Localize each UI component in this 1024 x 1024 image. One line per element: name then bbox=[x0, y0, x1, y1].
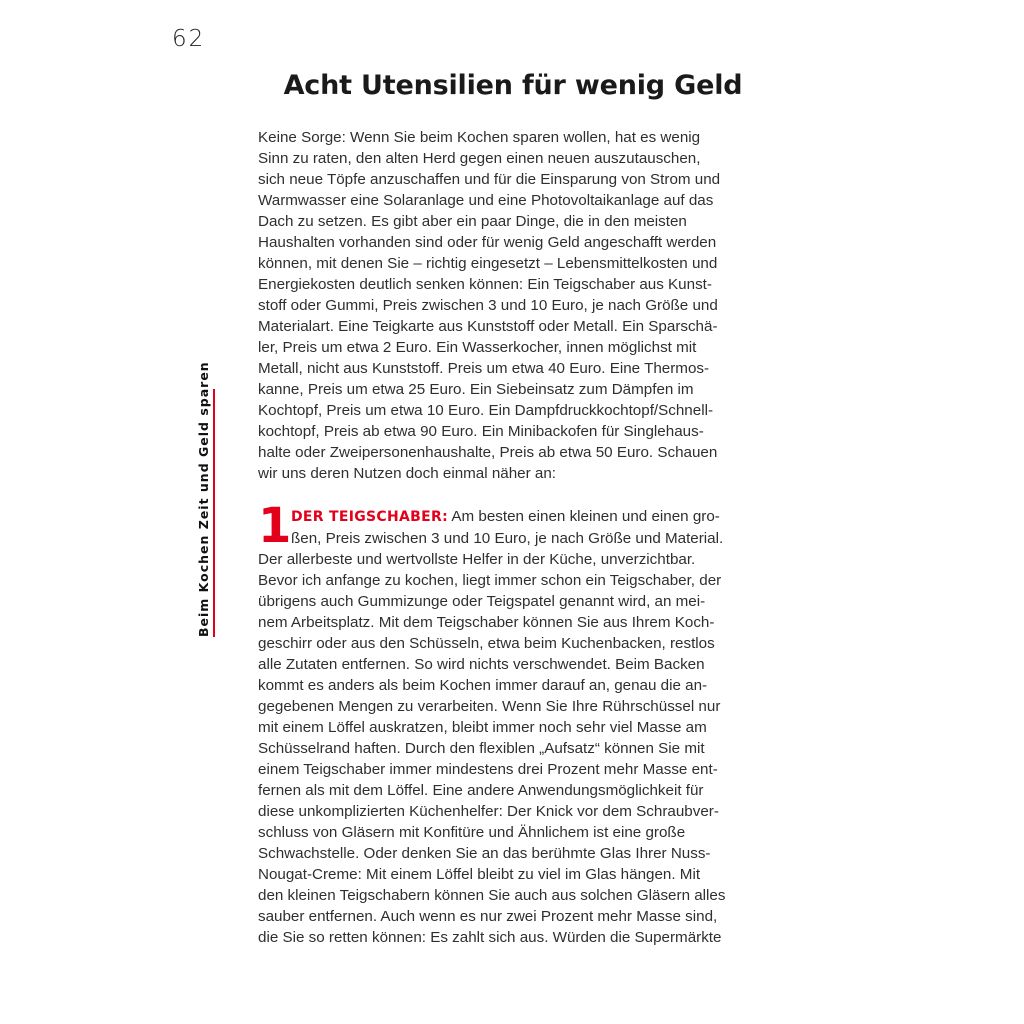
section-line: alle Zutaten entfernen. So wird nichts verschwendet. Beim Backen bbox=[258, 656, 705, 673]
intro-line: Energiekosten deutlich senken können: Ein Teigschaber aus Kunst- bbox=[258, 276, 712, 293]
section-line: nem Arbeitsplatz. Mit dem Teigschaber können Sie aus Ihrem Koch- bbox=[258, 614, 715, 631]
section-line: einem Teigschaber immer mindestens drei Prozent mehr Masse ent- bbox=[258, 761, 718, 778]
section-line: übrigens auch Gummizunge oder Teigspatel genannt wird, an mei- bbox=[258, 593, 706, 610]
intro-line: kanne, Preis um etwa 25 Euro. Ein Siebeinsatz zum Dämpfen im bbox=[258, 381, 694, 398]
section-line: mit einem Löffel auskratzen, bleibt immer noch sehr viel Masse am bbox=[258, 719, 707, 736]
intro-line: wir uns deren Nutzen doch einmal näher an: bbox=[258, 465, 557, 482]
section-line: Schwachstelle. Oder denken Sie an das berühmte Glas Ihrer Nuss- bbox=[258, 845, 711, 862]
section-line: Nougat-Creme: Mit einem Löffel bleibt zu viel im Glas hängen. Mit bbox=[258, 866, 701, 883]
intro-line: Materialart. Eine Teigkarte aus Kunststoff oder Metall. Ein Sparschä- bbox=[258, 318, 718, 335]
intro-line: können, mit denen Sie – richtig eingesetzt – Lebensmittelkosten und bbox=[258, 255, 718, 272]
intro-line: halte oder Zweipersonenhaushalte, Preis ab etwa 50 Euro. Schauen bbox=[258, 444, 718, 461]
section-line: diese unkomplizierten Küchenhelfer: Der Knick vor dem Schraubver- bbox=[258, 803, 719, 820]
intro-line: Keine Sorge: Wenn Sie beim Kochen sparen wollen, hat es wenig bbox=[258, 129, 701, 146]
page-number: 62 bbox=[172, 26, 206, 52]
intro-line: Dach zu setzen. Es gibt aber ein paar Dinge, die in den meisten bbox=[258, 213, 687, 230]
section-number: 1 bbox=[258, 498, 292, 554]
intro-line: Warmwasser eine Solaranlage und eine Photovoltaikanlage auf das bbox=[258, 192, 714, 209]
intro-line: kochtopf, Preis ab etwa 90 Euro. Ein Minibackofen für Singlehaus- bbox=[258, 423, 704, 440]
intro-paragraph bbox=[258, 127, 770, 484]
section-line: geschirr oder aus den Schüsseln, etwa beim Kuchenbacken, restlos bbox=[258, 635, 715, 652]
section-line: die Sie so retten können: Es zahlt sich aus. Würden die Supermärkte bbox=[258, 929, 722, 946]
side-label: Beim Kochen Zeit und Geld sparen bbox=[196, 389, 215, 637]
section-second-line: ßen, Preis zwischen 3 und 10 Euro, je nach Größe und Material. bbox=[291, 530, 724, 547]
intro-line: ler, Preis um etwa 2 Euro. Ein Wasserkocher, innen möglichst mit bbox=[258, 339, 697, 356]
intro-line: Kochtopf, Preis um etwa 10 Euro. Ein Dampfdruckkochtopf/Schnell- bbox=[258, 402, 714, 419]
intro-line: Sinn zu raten, den alten Herd gegen einen neuen auszutauschen, bbox=[258, 150, 701, 167]
section-first-line bbox=[258, 506, 770, 528]
section-line: Der allerbeste und wertvollste Helfer in der Küche, unverzichtbar. bbox=[258, 551, 696, 568]
intro-line: stoff oder Gummi, Preis zwischen 3 und 10 Euro, je nach Größe und bbox=[258, 297, 718, 314]
intro-line: Metall, nicht aus Kunststoff. Preis um etwa 40 Euro. Eine Thermos- bbox=[258, 360, 710, 377]
section-first-line-text: Am besten einen kleinen und einen gro- bbox=[447, 508, 720, 525]
page-title: Acht Utensilien für wenig Geld bbox=[283, 70, 743, 101]
section-line: den kleinen Teigschabern können Sie auch aus solchen Gläsern alles bbox=[258, 887, 726, 904]
section-line: fernen als mit dem Löffel. Eine andere Anwendungsmöglichkeit für bbox=[258, 782, 704, 799]
section-line: schluss von Gläsern mit Konfitüre und Ähnlichem ist eine große bbox=[258, 824, 686, 841]
section-line: gegebenen Mengen zu verarbeiten. Wenn Sie Ihre Rührschüssel nur bbox=[258, 698, 721, 715]
section-line: sauber entfernen. Auch wenn es nur zwei Prozent mehr Masse sind, bbox=[258, 908, 718, 925]
section-line: kommt es anders als beim Kochen immer darauf an, genau die an- bbox=[258, 677, 708, 694]
section-line: Schüsselrand haften. Durch den flexiblen „Aufsatz“ können Sie mit bbox=[258, 740, 705, 757]
section-heading: DER TEIGSCHABER: bbox=[291, 509, 448, 525]
intro-line: Haushalten vorhanden sind oder für wenig Geld angeschafft werden bbox=[258, 234, 717, 251]
intro-line: sich neue Töpfe anzuschaffen und für die Einsparung von Strom und bbox=[258, 171, 721, 188]
section-line: Bevor ich anfange zu kochen, liegt immer schon ein Teigschaber, der bbox=[258, 572, 722, 589]
section-paragraph bbox=[258, 498, 770, 948]
